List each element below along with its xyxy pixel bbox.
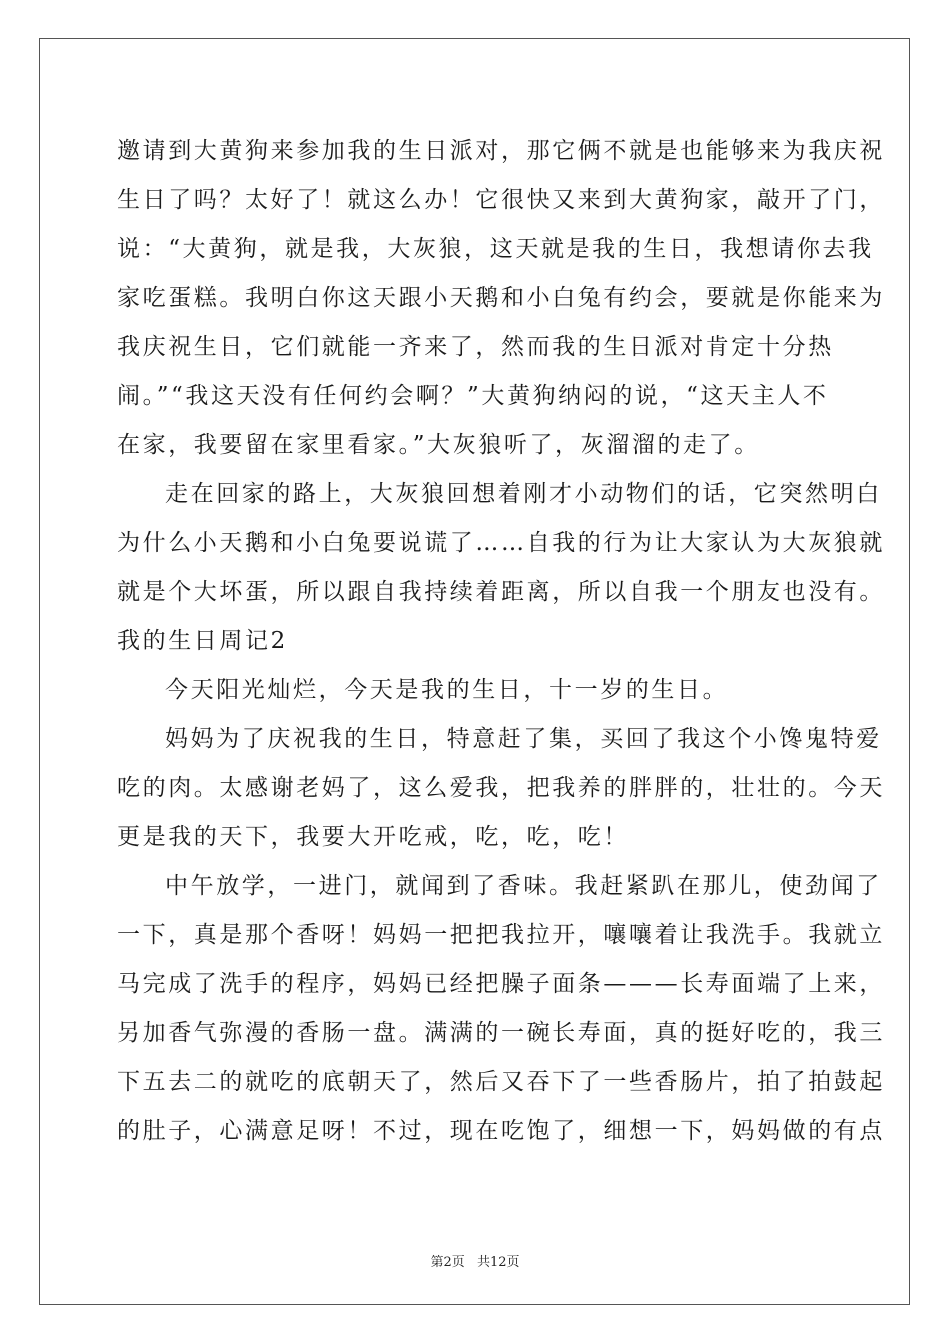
text-line: 一下，真是那个香呀！妈妈一把把我拉开，嚷嚷着让我洗手。我就立 bbox=[117, 922, 885, 948]
text-line: 另加香气弥漫的香肠一盘。满满的一碗长寿面，真的挺好吃的，我三 bbox=[117, 1020, 885, 1046]
text-line: 生日了吗？太好了！就这么办！它很快又来到大黄狗家，敲开了门， bbox=[117, 187, 885, 213]
text-line: 说：“大黄狗，就是我，大灰狼，这天就是我的生日，我想请你去我 bbox=[117, 236, 874, 262]
text-line: 为什么小天鹅和小白兔要说谎了……自我的行为让大家认为大灰狼就 bbox=[117, 530, 885, 556]
text-line: 邀请到大黄狗来参加我的生日派对，那它俩不就是也能够来为我庆祝 bbox=[117, 138, 885, 164]
text-line: 的肚子，心满意足呀！不过，现在吃饱了，细想一下，妈妈做的有点 bbox=[117, 1118, 885, 1144]
text-line: 家吃蛋糕。我明白你这天跟小天鹅和小白兔有约会，要就是你能来为 bbox=[117, 285, 885, 311]
text-line: 我庆祝生日，它们就能一齐来了，然而我的生日派对肯定十分热 bbox=[117, 334, 834, 360]
text-line: 就是个大坏蛋，所以跟自我持续着距离，所以自我一个朋友也没有。 bbox=[117, 579, 885, 605]
page-number: 第2页 bbox=[430, 1255, 465, 1270]
text-line: 下五去二的就吃的底朝天了，然后又吞下了一些香肠片，拍了拍鼓起 bbox=[117, 1069, 885, 1095]
paragraph-start-line: 今天阳光灿烂，今天是我的生日，十一岁的生日。 bbox=[165, 677, 729, 703]
text-line: 在家，我要留在家里看家。”大灰狼听了，灰溜溜的走了。 bbox=[117, 432, 760, 458]
text-line: 闹。”“我这天没有任何约会啊？”大黄狗纳闷的说，“这天主人不 bbox=[117, 383, 829, 409]
paragraph-start-line: 妈妈为了庆祝我的生日，特意赶了集，买回了我这个小馋鬼特爱 bbox=[165, 726, 882, 752]
page-footer bbox=[0, 1251, 950, 1270]
section-title: 我的生日周记2 bbox=[117, 628, 288, 654]
document-body bbox=[117, 127, 885, 1156]
paragraph-start-line: 走在回家的路上，大灰狼回想着刚才小动物们的话，它突然明白 bbox=[165, 481, 882, 507]
total-pages: 共12页 bbox=[476, 1255, 520, 1270]
text-line: 吃的肉。太感谢老妈了，这么爱我，把我养的胖胖的，壮壮的。今天 bbox=[117, 775, 885, 801]
text-line: 马完成了洗手的程序，妈妈已经把臊子面条———长寿面端了上来， bbox=[117, 971, 885, 997]
paragraph-start-line: 中午放学，一进门，就闻到了香味。我赶紧趴在那儿，使劲闻了 bbox=[165, 873, 882, 899]
text-line: 更是我的天下，我要大开吃戒，吃，吃，吃！ bbox=[117, 824, 629, 850]
